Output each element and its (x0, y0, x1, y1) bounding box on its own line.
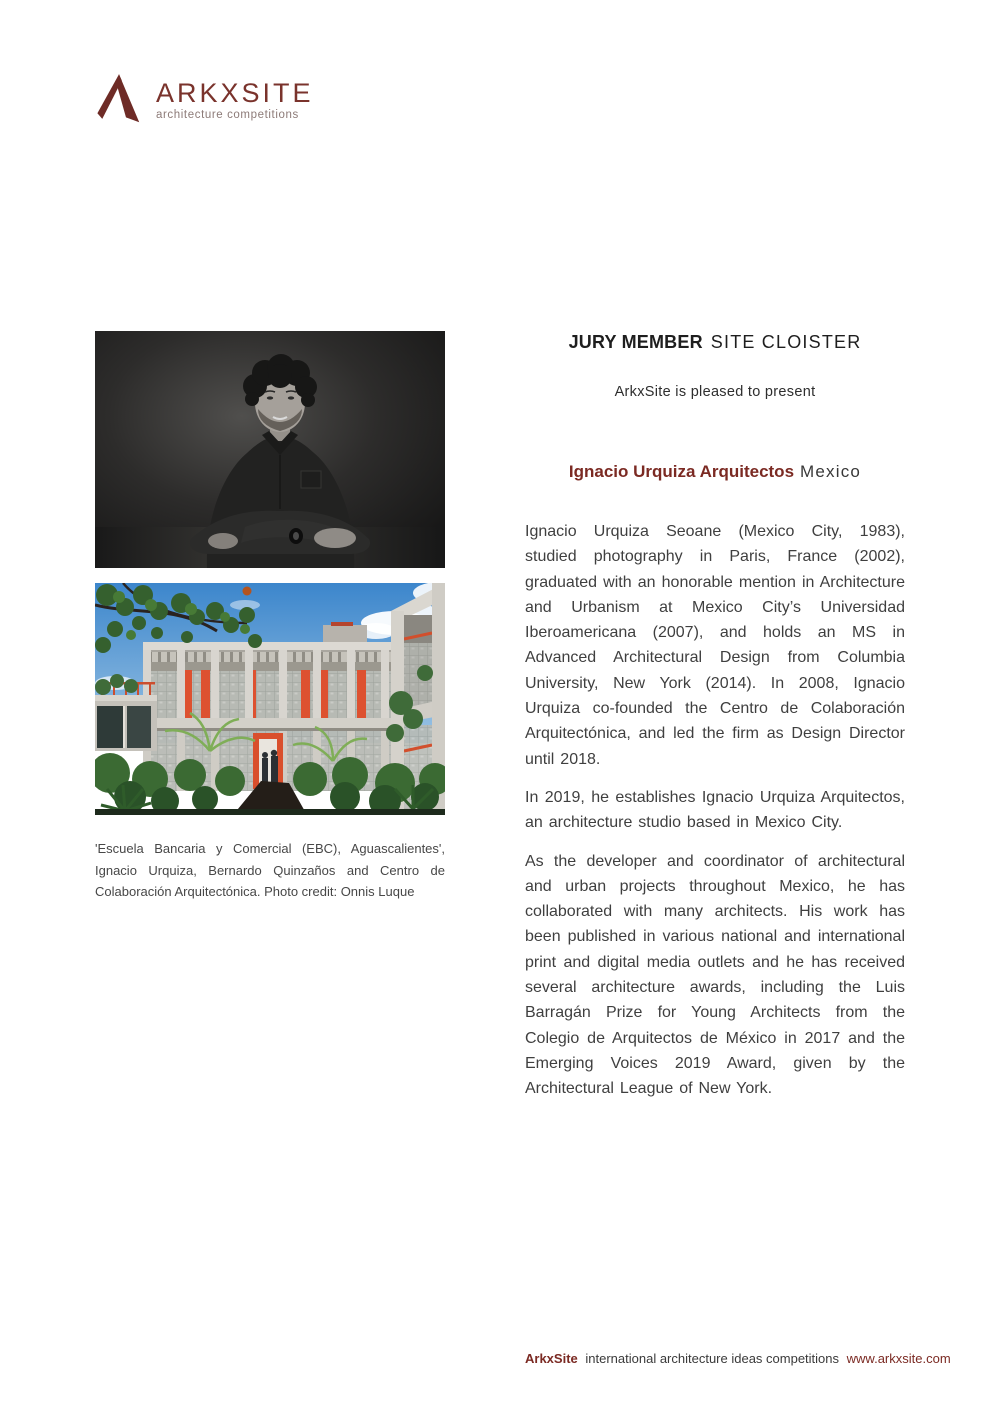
jury-title (525, 462, 905, 482)
arkxsite-logo-icon (96, 66, 142, 134)
arkxsite-logo (96, 64, 314, 134)
footer-brand: ArkxSite (525, 1351, 578, 1366)
page-title (525, 331, 905, 353)
bio-paragraph: Ignacio Urquiza Seoane (Mexico City, 1983), studied photography in Paris, France (2002), graduated with an honorable mention in Architecture and Urbanism at Mexico City’s Universidad Iberoamericana (2007), and holds an MS in Advanced Architectural Design from Columbia University, New York (2014). In 2008, Ignacio Urquiza co-founded the Centro de Colaboración Arquitectónica, and led the firm as Design Director until 2018. (525, 523, 905, 768)
announcement-column (525, 331, 905, 1115)
orange-doorway (253, 733, 283, 789)
footer-url-link[interactable]: www.arkxsite.com (846, 1351, 951, 1366)
jury-bio (525, 519, 905, 1102)
intro-text: ArkxSite is pleased to present (614, 384, 816, 400)
jury-country: Mexico (800, 462, 862, 481)
footer-tagline: international architecture ideas competitions (585, 1351, 840, 1366)
logo-wordmark: ARKXSITE (156, 78, 314, 108)
jury-name: Ignacio Urquiza Arquitectos (568, 462, 795, 481)
photo-caption: 'Escuela Bancaria y Comercial (EBC), Aguascalientes', Ignacio Urquiza, Bernardo Quinzaños and Centro de Colaboración Arquitectónica. Photo credit: Onnis Luque (95, 841, 445, 899)
bio-paragraph: As the developer and coordinator of architectural and urban projects throughout Mexico, he has collaborated with many architects. His work has been published in various national and international print and digital media outlets and he has received several architecture awards, including the Luis Barragán Prize for Young Architects from the Colegio de Arquitectos de México in 2017 and the Emerging Voices 2019 Award, given by the Architectural League of New York. (525, 852, 905, 1098)
competition-name: SITE CLOISTER (710, 332, 862, 352)
photo-column (95, 331, 445, 903)
project-photo (95, 583, 445, 815)
logo-tagline: architecture competitions (156, 109, 299, 121)
jury-member-label: JURY MEMBER (568, 332, 703, 352)
page-footer (525, 1351, 951, 1366)
jury-portrait-photo (95, 331, 445, 568)
bio-paragraph: In 2019, he establishes Ignacio Urquiza Arquitectos, an architecture studio based in Mexico City. (525, 788, 905, 832)
tree-bloom (243, 587, 252, 596)
